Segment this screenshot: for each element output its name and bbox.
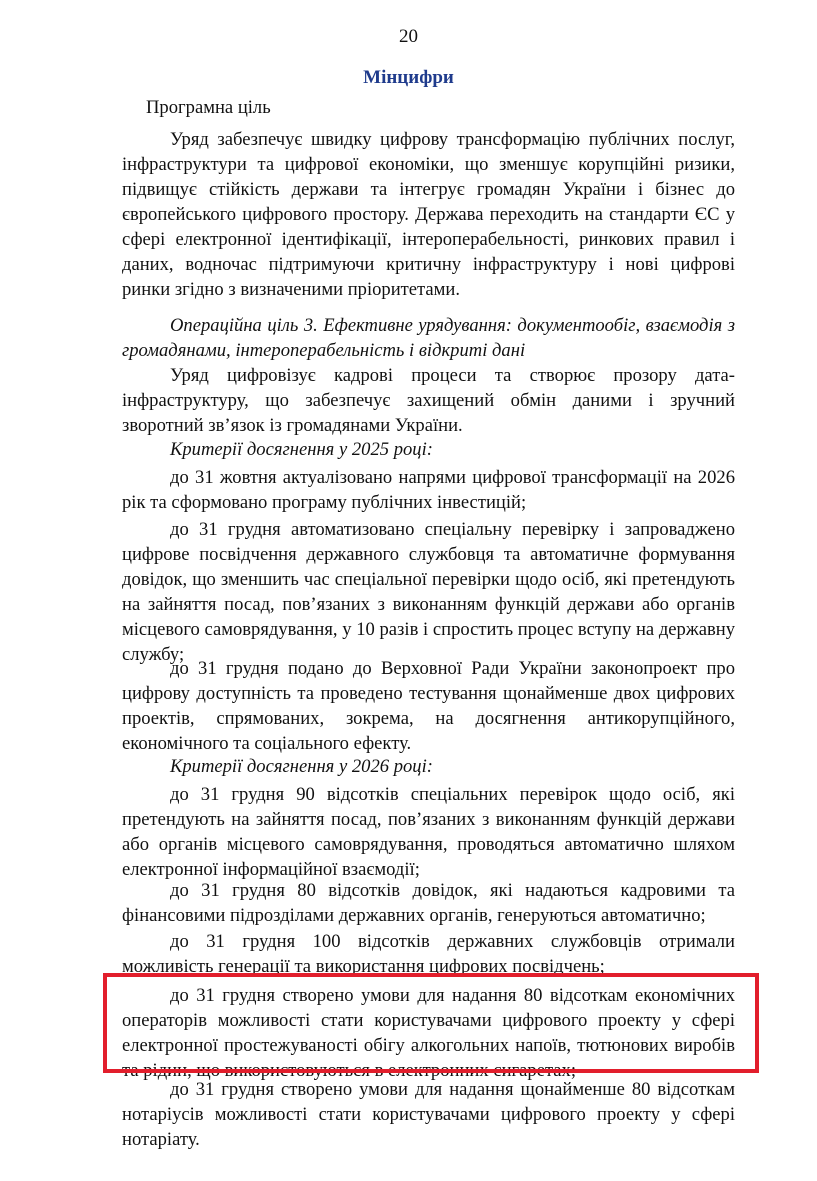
criteria-2026-item: до 31 грудня 80 відсотків довідок, які надаються кадровими та фінансовими підрозділами державних органів, генеруються автоматично; xyxy=(122,880,735,926)
page-number: 20 xyxy=(399,26,418,47)
highlight-box xyxy=(103,973,759,1073)
criteria-2026-item: до 31 грудня створено умови для надання щонайменше 80 відсоткам нотаріусів можливості стати користувачами цифрового проекту у сфері нотаріату. xyxy=(122,1079,735,1150)
operational-goal-text: Уряд цифровізує кадрові процеси та створює прозору дата-інфраструктуру, що забезпечує захищений обмін даними і зручний зворотний зв’язок із громадянами України. xyxy=(122,365,735,436)
criteria-2026-item: до 31 грудня 90 відсотків спеціальних перевірок щодо осіб, які претендують на зайняття посад, пов’язаних з виконанням функцій держави або органів місцевого самоврядування, проводяться автоматично шляхом електронної інформаційної взаємодії; xyxy=(122,784,735,880)
operational-goal-title: Операційна ціль 3. Ефективне урядування: документообіг, взаємодія з громадянами, інтероперабельність і відкриті дані xyxy=(122,315,735,361)
criteria-2025-item: до 31 грудня подано до Верховної Ради України законопроект про цифрову доступність та проведено тестування щонайменше двох цифрових проектів, спрямованих, зокрема, на досягнення антикорупційного, економічного та соціального ефекту. xyxy=(122,658,735,754)
criteria-2025-item: до 31 грудня автоматизовано спеціальну перевірку і запроваджено цифрове посвідчення державного службовця та автоматичне формування довідок, що зменшить час спеціальної перевірки щодо осіб, які претендують на зайняття посад, пов’язаних з виконанням функцій держави або органів місцевого самоврядування, у 10 разів і спростить процес вступу на державну службу; xyxy=(122,519,735,665)
criteria-2026-label: Критерії досягнення у 2026 році: xyxy=(170,756,433,777)
criteria-2025-label: Критерії досягнення у 2025 році: xyxy=(170,439,433,460)
criteria-2025-item: до 31 жовтня актуалізовано напрями цифрової трансформації на 2026 рік та сформовано програму публічних інвестицій; xyxy=(122,467,735,513)
program-goal-text: Уряд забезпечує швидку цифрову трансформацію публічних послуг, інфраструктури та цифрової економіки, що зменшує корупційні ризики, підвищує стійкість держави та інтегрує громадян України і бізнес до європейського цифрового простору. Держава переходить на стандарти ЄС у сфері електронної ідентифікації, інтероперабельності, ринкових правил і даних, водночас підтримуючи критичну інфраструктуру і нові цифрові ринки згідно з визначеними пріоритетами. xyxy=(122,129,735,300)
program-goal-label: Програмна ціль xyxy=(146,97,271,118)
criteria-2026-item-highlighted: до 31 грудня створено умови для надання 80 відсоткам економічних операторів можливості стати користувачами цифрового проекту у сфері електронної простежуваності обігу алкогольних напоїв, тютюнових виробів та рідин, що використовуються в електронних сигаретах; xyxy=(122,985,735,1081)
criteria-2026-item: до 31 грудня 100 відсотків державних службовців отримали можливість генерації та використання цифрових посвідчень; xyxy=(122,931,735,977)
ministry-heading: Мінцифри xyxy=(363,67,454,88)
